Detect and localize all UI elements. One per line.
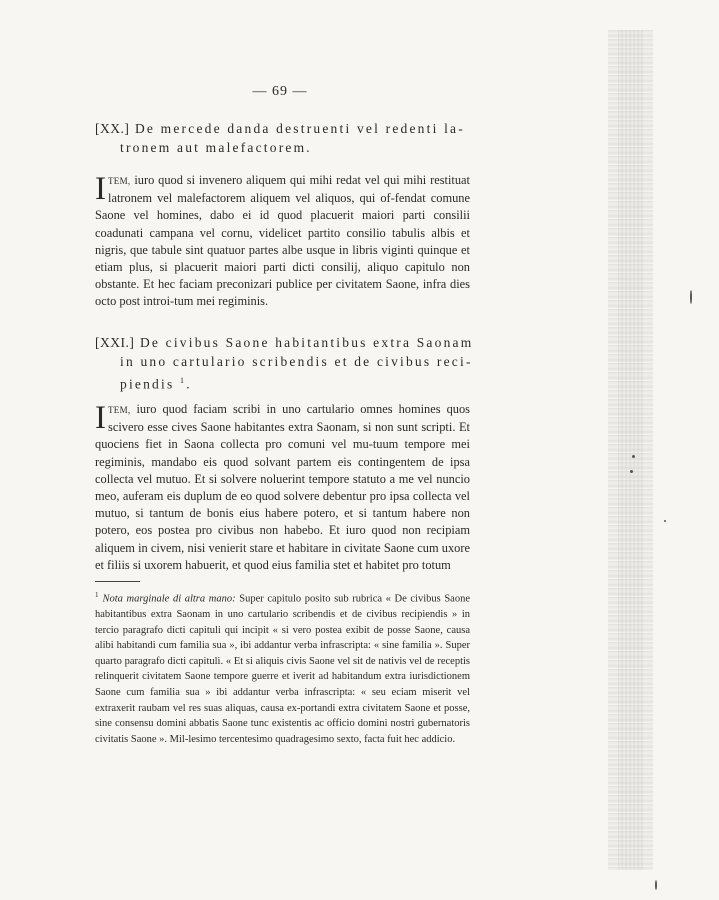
- drop-cap: I: [95, 400, 106, 436]
- opening-word: TEM,: [108, 405, 131, 415]
- section-title-line: tronem aut malefactorem.: [120, 140, 312, 155]
- section-title-line: De mercede danda destruenti vel redenti la-: [134, 121, 465, 136]
- footnote-lead: Nota marginale di altra mano:: [102, 593, 236, 605]
- drop-cap: I: [95, 171, 106, 207]
- footnote-mark: 1: [179, 376, 187, 385]
- paragraph-xxi: [95, 401, 470, 574]
- section-title-line-end: [95, 371, 475, 394]
- footnote-number: 1: [95, 591, 99, 599]
- section-title-period: .: [186, 376, 192, 392]
- footnote-text: Super capitulo posito sub rubrica « De civibus Saone habitantibus extra Saonam in uno cartulario scribendis et de civibus recipiendis » in tercio paragrafo dicti capituli qui incipit « si vero postea exibit de posse Saone, causa alibi habitandi cum familia sua », ibi addantur verba infrascripta: « sine familia ». Super quarto paragrafo dicti capituli. « Et si aliquis civis Saone vel sit de nativis vel de receptis relinquerit civitatem Saone tempore guerre et iverit ad habitandum extra iurisdictionem Saone cum familia sua » ibi addantur verba infrascripta: « seu eciam miserit vel extraxerit raubam vel res suas aliquas, causa ex-portandi extra civitatem Saone et posse, sine consensu domini abbatis Saone tunc existentis ac officio domini nostri gubernatoris civitatis Saone ». Mil-lesimo tercentesimo quadragesimo sexto, facta fuit hec addicio.: [95, 593, 470, 745]
- footnote-rule: [95, 581, 140, 582]
- section-heading-xxi: [95, 333, 475, 394]
- page-number: — 69 —: [252, 84, 308, 99]
- paragraph-text: iuro quod faciam scribi in uno cartulario omnes homines quos scivero esse cives Saone habitantes extra Saonam, si non sunt scripti. Et quociens fiet in Saona collecta pro comuni vel mu-tuum tempore mei regiminis, mandabo eis quod solvant partem eis contingentem de ipsa collecta vel mutuo. Et si solvere noluerint tempore statuto a me vel nuncio meo, auferam eis duplum de eo quod solvere debentur pro ipsa collecta vel mutuo, si tantum de bonis eius habere potero, et si tantum habere non potero, eos postea pro civibus non habebo. Et iuro quod non recipiam aliquem in civem, nisi venierit stare et habitare in civitate Saone cum uxore et filiis si uxorem habuerit, et quod eius familia stet et habitet pro totum: [95, 402, 470, 572]
- ink-speck: [690, 290, 692, 304]
- ink-speck: [655, 880, 657, 890]
- paragraph-xx: [95, 172, 470, 311]
- section-title-text: piendis: [120, 376, 175, 392]
- section-heading-xx: [95, 119, 475, 157]
- ink-speck: [664, 520, 666, 522]
- ink-speck: [632, 455, 635, 458]
- section-tag: [XXI.]: [95, 335, 135, 350]
- section-title-line: De civibus Saone habitantibus extra Saonam: [139, 335, 474, 350]
- adjacent-page-edge: [608, 30, 653, 870]
- section-title-line: in uno cartulario scribendis et de civibus reci-: [120, 354, 473, 369]
- opening-word: TEM,: [108, 176, 131, 186]
- paragraph-text: iuro quod si invenero aliquem qui mihi redat vel qui mihi restituat latronem vel malefactorem aliquem vel aliquos, qui of-fendat comune Saone vel homines, dabo ei id quod placuerit maiori parti consilii coadunati campana vel cornu, videlicet partito consilio tabulis albis et nigris, que tabule sint quatuor partes albe usque in libris viginti quinque et etiam plus, si placuerit maiori parti dicti consilij, aliquo capitulo non obstante. Et hec faciam preconizari publice per civitatem Saone, infra dies octo post introi-tum mei regiminis.: [95, 173, 470, 309]
- ink-speck: [630, 470, 633, 473]
- footnote: [95, 588, 470, 747]
- section-tag: [XX.]: [95, 121, 130, 136]
